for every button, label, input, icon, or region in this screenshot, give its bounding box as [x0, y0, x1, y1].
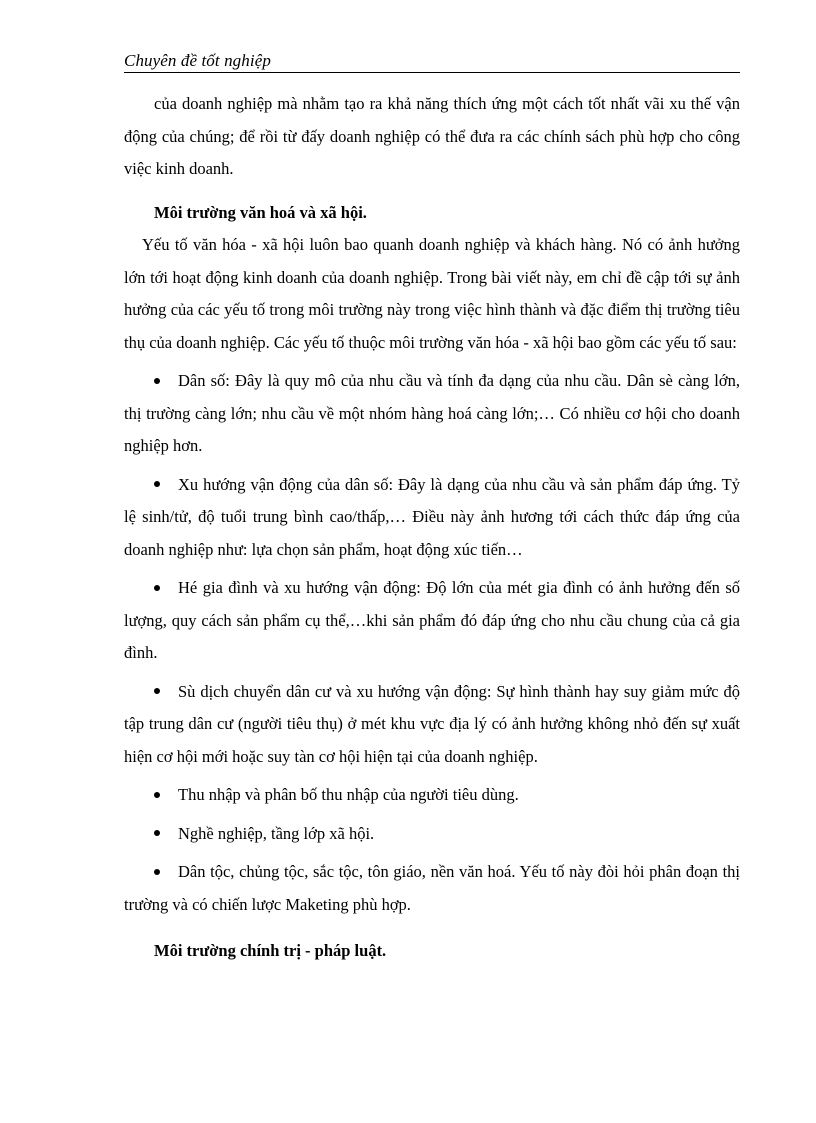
bullet-icon	[154, 818, 178, 851]
section-heading-politics-law: Môi trường chính trị - pháp luật.	[154, 941, 387, 960]
header-title: Chuyên đề tốt nghiệp	[124, 51, 271, 70]
bullet-text: Xu hướng vận động của dân số: Đây là dạng của nhu cầu và sản phẩm đáp ứng. Tỷ lệ sinh/tử, độ tuổi trung bình cao/thấp,… Điều này ảnh hương tới cách thức đáp ứng của doanh nghiệp như: lựa chọn sản phẩm, hoạt động xúc tiến…	[124, 474, 740, 559]
bullet-text: Dân tộc, chủng tộc, sắc tộc, tôn giáo, nền văn hoá. Yếu tố này đòi hỏi phân đoạn thị trường và có chiến lược Maketing phù hợp.	[124, 862, 740, 914]
bullet-icon	[154, 779, 178, 812]
bullet-item-occupation	[124, 818, 740, 851]
document-body	[124, 88, 740, 968]
bullet-text: Thu nhập và phân bố thu nhập của người tiêu dùng.	[178, 785, 519, 804]
bullet-icon	[154, 469, 178, 502]
bullet-item-migration	[124, 676, 740, 774]
bullet-item-income	[124, 779, 740, 812]
bullet-text: Dân số: Đây là quy mô của nhu cầu và tính đa dạng của nhu cầu. Dân sè càng lớn, thị trường càng lớn; nhu cầu về một nhóm hàng hoá càng lớn;… Có nhiều cơ hội cho doanh nghiệp hơn.	[124, 371, 740, 455]
bullet-icon	[154, 572, 178, 605]
bullet-text: Nghề nghiệp, tầng lớp xã hội.	[178, 823, 375, 843]
bullet-item-household	[124, 572, 740, 670]
bullet-item-population	[124, 365, 740, 463]
bullet-icon	[154, 856, 178, 889]
bullet-item-ethnicity	[124, 856, 740, 921]
section-heading-culture-society: Môi trường văn hoá và xã hội.	[154, 202, 367, 222]
opening-paragraph: của doanh nghiệp mà nhằm tạo ra khả năng thích ứng một cách tốt nhất vãi xu thế vận động của chúng; để rồi từ đấy doanh nghiệp có thể đưa ra các chính sách phù hợp cho công việc kinh doanh.	[124, 94, 740, 178]
bullet-icon	[154, 365, 178, 398]
bullet-text: Hé gia đình và xu hướng vận động: Độ lớn của mét gia đình có ảnh hưởng đến số lượng, quy cách sản phẩm cụ thể,…khi sản phẩm đó đáp ứng cho nhu cầu chung của cả gia đình.	[124, 578, 740, 662]
bullet-item-population-trend	[124, 469, 740, 567]
bullet-icon	[154, 676, 178, 709]
page-header	[124, 50, 740, 73]
bullet-text: Sù dịch chuyển dân cư và xu hướng vận động: Sự hình thành hay suy giảm mức độ tập trung dân cư (người tiêu thụ) ở mét khu vực địa lý có ảnh hưởng không nhỏ đến sự xuất hiện cơ hội mới hoặc suy tàn cơ hội hiện tại của doanh nghiệp.	[124, 681, 740, 766]
section-intro-paragraph: Yếu tố văn hóa - xã hội luôn bao quanh doanh nghiệp và khách hàng. Nó có ảnh hưởng lớn tới hoạt động kinh doanh của doanh nghiệp. Trong bài viết này, em chỉ đề cập tới sự ảnh hưởng của các yếu tố trong môi trường này trong việc hình thành và đặc điểm thị trường tiêu thụ của doanh nghiệp. Các yếu tố thuộc môi trường văn hóa - xã hội bao gồm các yếu tố sau:	[124, 235, 740, 352]
